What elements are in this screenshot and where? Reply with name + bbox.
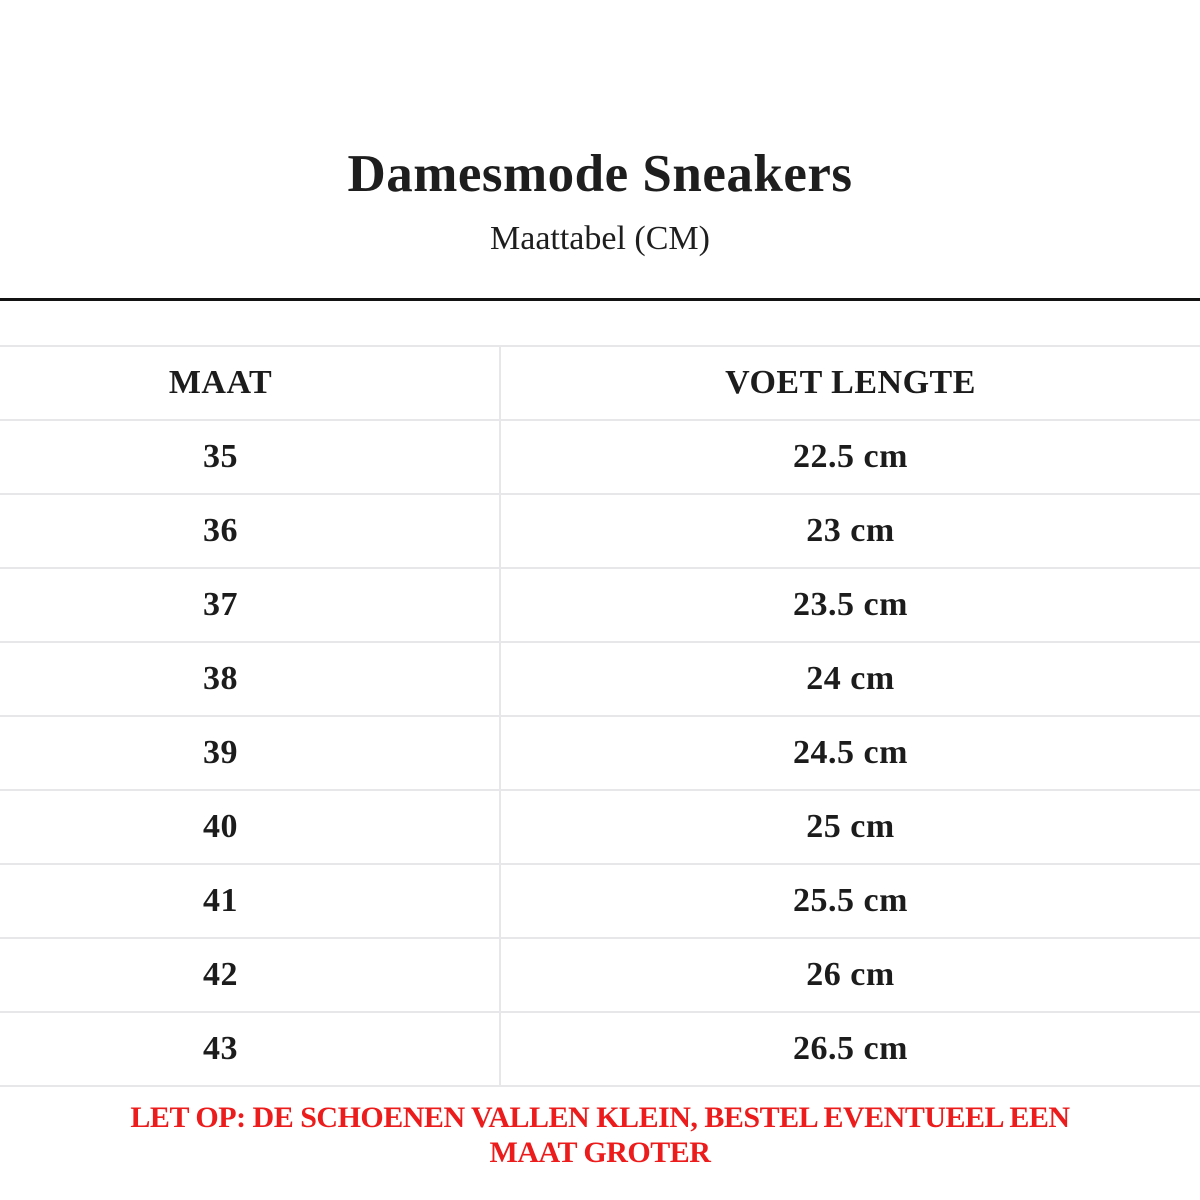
cell-maat: 39 bbox=[0, 716, 500, 790]
cell-maat: 41 bbox=[0, 864, 500, 938]
table-row bbox=[0, 642, 1200, 716]
cell-maat: 40 bbox=[0, 790, 500, 864]
table-row bbox=[0, 716, 1200, 790]
cell-lengte: 26 cm bbox=[500, 938, 1200, 1012]
cell-lengte: 23 cm bbox=[500, 494, 1200, 568]
cell-lengte: 25.5 cm bbox=[500, 864, 1200, 938]
page-title: Damesmode Sneakers bbox=[347, 145, 853, 203]
cell-maat: 37 bbox=[0, 568, 500, 642]
column-header-voet-lengte: VOET LENGTE bbox=[500, 346, 1200, 420]
warning-notice-line1: LET OP: DE SCHOENEN VALLEN KLEIN, BESTEL EVENTUEEL EEN bbox=[130, 1101, 1070, 1134]
table-row bbox=[0, 568, 1200, 642]
warning-notice-line2: MAAT GROTER bbox=[489, 1136, 711, 1169]
cell-lengte: 22.5 cm bbox=[500, 420, 1200, 494]
cell-maat: 43 bbox=[0, 1012, 500, 1086]
page-subtitle: Maattabel (CM) bbox=[490, 220, 710, 257]
warning-notice bbox=[0, 1100, 1200, 1170]
cell-lengte: 23.5 cm bbox=[500, 568, 1200, 642]
cell-lengte: 24.5 cm bbox=[500, 716, 1200, 790]
cell-maat: 35 bbox=[0, 420, 500, 494]
cell-maat: 36 bbox=[0, 494, 500, 568]
size-table bbox=[0, 345, 1200, 1087]
size-table-wrap bbox=[0, 345, 1200, 1087]
cell-lengte: 26.5 cm bbox=[500, 1012, 1200, 1086]
table-row bbox=[0, 864, 1200, 938]
size-table-head bbox=[0, 346, 1200, 420]
table-row bbox=[0, 938, 1200, 1012]
table-row bbox=[0, 1012, 1200, 1086]
divider-rule bbox=[0, 298, 1200, 301]
column-header-maat: MAAT bbox=[0, 346, 500, 420]
header-row bbox=[0, 346, 1200, 420]
page-header bbox=[0, 0, 1200, 259]
cell-lengte: 25 cm bbox=[500, 790, 1200, 864]
table-row bbox=[0, 420, 1200, 494]
cell-maat: 42 bbox=[0, 938, 500, 1012]
size-table-body bbox=[0, 420, 1200, 1086]
cell-maat: 38 bbox=[0, 642, 500, 716]
table-row bbox=[0, 790, 1200, 864]
cell-lengte: 24 cm bbox=[500, 642, 1200, 716]
table-row bbox=[0, 494, 1200, 568]
